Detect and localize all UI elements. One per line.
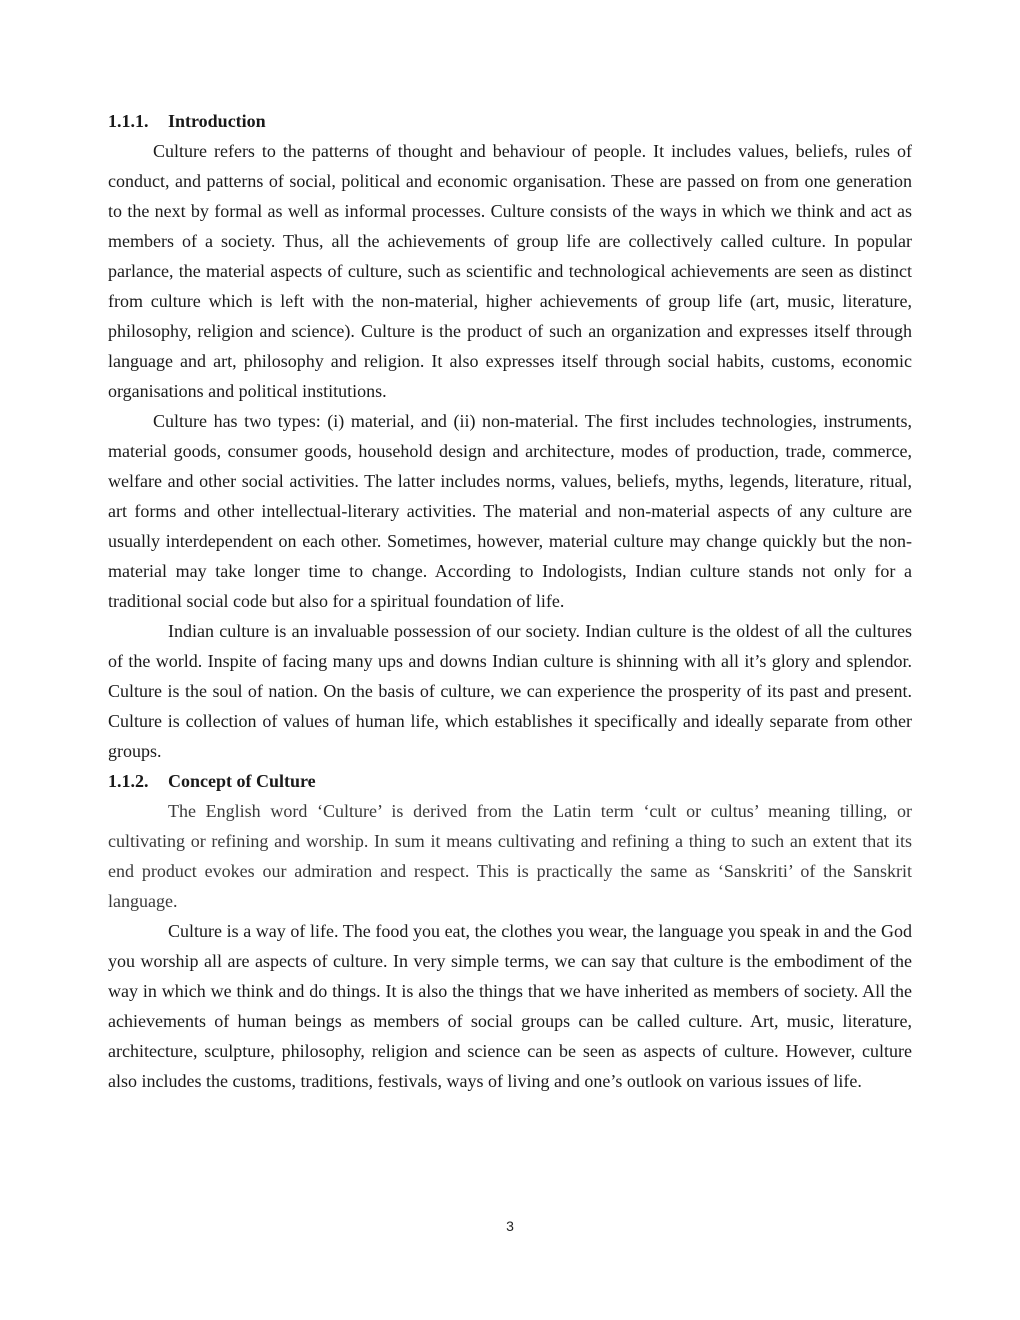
page-number: 3	[506, 1218, 514, 1234]
section-title: Concept of Culture	[168, 771, 316, 791]
section-number: 1.1.1.	[108, 111, 149, 131]
section-title: Introduction	[168, 111, 266, 131]
paragraph: Indian culture is an invaluable possession of our society. Indian culture is the oldest of all the cultures of the world. Inspite of facing many ups and downs Indian culture is shinning with all it’s glory and splendor. Culture is the soul of nation. On the basis of culture, we can experience the prosperity of its past and present. Culture is collection of values of human life, which establishes it specifically and ideally separate from other groups.	[108, 621, 912, 761]
paragraph: The English word ‘Culture’ is derived from the Latin term ‘cult or cultus’ meaning tilling, or cultivating or refining and worship. In sum it means cultivating and refining a thing to such an extent that its end product evokes our admiration and respect. This is practically the same as ‘Sanskriti’ of the Sanskrit language.	[108, 801, 912, 911]
document-page	[108, 106, 912, 1096]
section-heading-introduction	[108, 106, 912, 136]
paragraph: Culture is a way of life. The food you eat, the clothes you wear, the language you speak in and the God you worship all are aspects of culture. In very simple terms, we can say that culture is the embodiment of the way in which we think and do things. It is also the things that we have inherited as members of society. All the achievements of human beings as members of social groups can be called culture. Art, music, literature, architecture, sculpture, philosophy, religion and science can be seen as aspects of culture. However, culture also includes the customs, traditions, festivals, ways of living and one’s outlook on various issues of life.	[108, 921, 912, 1091]
section-heading-concept-of-culture	[108, 766, 912, 796]
paragraph: Culture has two types: (i) material, and (ii) non-material. The first includes technologies, instruments, material goods, consumer goods, household design and architecture, modes of production, trade, commerce, welfare and other social activities. The latter includes norms, values, beliefs, myths, legends, literature, ritual, art forms and other intellectual-literary activities. The material and non-material aspects of any culture are usually interdependent on each other. Sometimes, however, material culture may change quickly but the non-material may take longer time to change. According to Indologists, Indian culture stands not only for a traditional social code but also for a spiritual foundation of life.	[108, 411, 912, 611]
paragraph: Culture refers to the patterns of thought and behaviour of people. It includes values, beliefs, rules of conduct, and patterns of social, political and economic organisation. These are passed on from one generation to the next by formal as well as informal processes. Culture consists of the ways in which we think and act as members of a society. Thus, all the achievements of group life are collectively called culture. In popular parlance, the material aspects of culture, such as scientific and technological achievements are seen as distinct from culture which is left with the non-material, higher achievements of group life (art, music, literature, philosophy, religion and science). Culture is the product of such an organization and expresses itself through language and art, philosophy and religion. It also expresses itself through social habits, customs, economic organisations and political institutions.	[108, 141, 912, 401]
section-number: 1.1.2.	[108, 771, 149, 791]
